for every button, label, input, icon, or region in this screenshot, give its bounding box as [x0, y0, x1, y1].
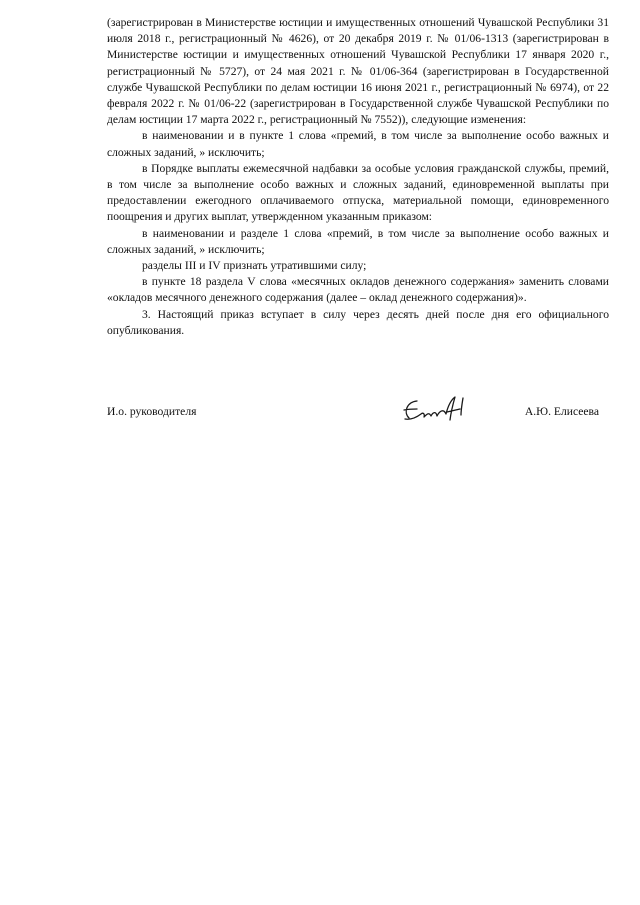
paragraph-section-1-change: в наименовании и разделе 1 слова «премий, в том числе за выполнение особо важных и сложных заданий, » исключить; [107, 226, 609, 256]
handwritten-signature [395, 390, 485, 430]
document-body [107, 15, 609, 339]
signature-block [107, 400, 609, 430]
paragraph-registration-list: (зарегистрирован в Министерстве юстиции и имущественных отношений Чувашской Республики 31 июля 2018 г., регистрационный № 4626), от 20 декабря 2019 г. № 01/06-1313 (зарегистрирован в Министерстве юстиции и имущественных отношений Чувашской Республики 17 января 2020 г., регистрационный № 5727), от 24 мая 2021 г. № 01/06-364 (зарегистрирован в Государственной службе Чувашской Республики по делам юстиции 16 июня 2021 г., регистрационный № 6974), от 22 февраля 2022 г. № 01/06-22 (зарегистрирован в Государственной службе Чувашской Республики по делам юстиции 17 марта 2022 г., регистрационный № 7552)), следующие изменения: [107, 16, 609, 127]
paragraph-effective-date: 3. Настоящий приказ вступает в силу через десять дней после дня его официального опубликования. [107, 307, 609, 337]
paragraph-procedure-intro: в Порядке выплаты ежемесячной надбавки за особые условия гражданской службы, премий, в том числе за выполнение особо важных и сложных заданий, единовременной выплаты при предоставлении ежегодного оплачиваемого отпуска, материальной помощи, единовременного поощрения и других выплат, утвержденном указанным приказом: [107, 161, 609, 224]
paragraph-point-18-change: в пункте 18 раздела V слова «месячных окладов денежного содержания» заменить словами «окладов месячного денежного содержания (далее – оклад денежного содержания)». [107, 275, 609, 305]
paragraph-title-change: в наименовании и в пункте 1 слова «премий, в том числе за выполнение особо важных и сложных заданий, » исключить; [107, 129, 609, 159]
signatory-name: А.Ю. Елисеева [524, 405, 599, 418]
signatory-role: И.о. руководителя [107, 405, 197, 418]
paragraph-sections-void: разделы III и IV признать утратившими силу; [142, 259, 367, 273]
